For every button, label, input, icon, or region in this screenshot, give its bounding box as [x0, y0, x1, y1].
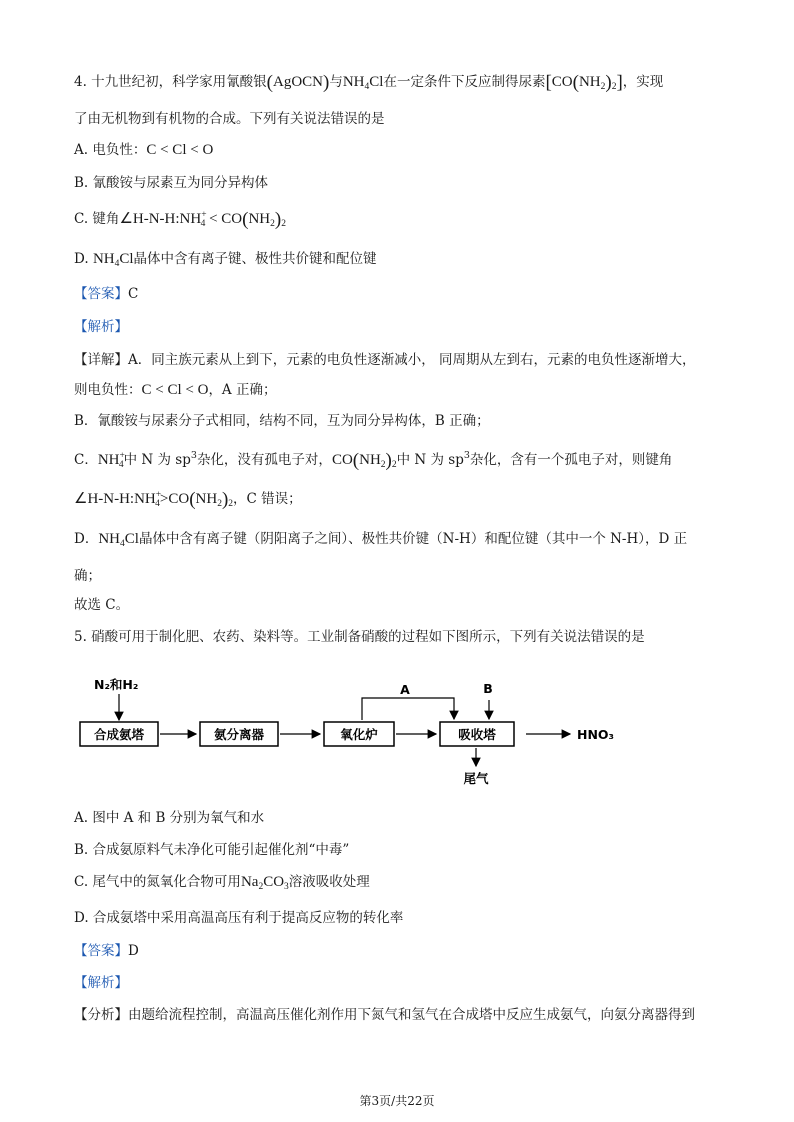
page-footer: 第3页/共22页	[359, 1094, 435, 1108]
flow-tail-gas-label: 尾气	[463, 771, 489, 786]
q4-option-d: D. $NH_4Cl$晶体中含有离子键、极性共价键和配位键	[74, 251, 377, 269]
q4-stem-line-1: 4. 十九世纪初，科学家用氰酸银(AgOCN)与$NH_4Cl$在一定条件下反应制得尿素$[CO(NH_2)_2]$，实现	[74, 72, 664, 93]
q5-answer: 【答案】D	[74, 943, 139, 959]
q4-stem-line-2: 了由无机物到有机物的合成。下列有关说法错误的是	[74, 111, 385, 127]
flow-output-label: HNO₃	[577, 727, 615, 742]
q4-detail-d-2: 确；	[74, 568, 101, 584]
flow-label-b: B	[483, 681, 493, 696]
flow-input-label: N₂和H₂	[94, 677, 139, 692]
q4-detail-a-2: 则电负性：C < Cl < O，A 正确；	[74, 382, 277, 398]
q4-detail-d-1: D．$NH_4Cl$晶体中含有离子键（阴阳离子之间）、极性共价键（N-H）和配位键（其中一个 N-H），D 正	[74, 531, 688, 549]
q4-option-b: B. 氰酸铵与尿素互为同分异构体	[74, 175, 269, 191]
formula-urea: $[CO(NH_2)_2]$	[545, 72, 623, 93]
q4-answer: 【答案】C	[74, 286, 139, 302]
q5-analysis: 【分析】由题给流程控制，高温高压催化剂作用下氮气和氢气在合成塔中反应生成氨气，向氨分离器得到	[74, 1007, 695, 1023]
svg-text:氨分离器: 氨分离器	[213, 727, 265, 742]
formula-nh4cl: $NH_4Cl$	[342, 74, 384, 92]
q4-detail-c-2: $\angle H-N-H:NH^+_4>CO(NH_2)_2$，C 错误；	[74, 489, 302, 510]
q5-stem: 5. 硝酸可用于制化肥、农药、染料等。工业制备硝酸的过程如下图所示，下列有关说法错误的是	[74, 629, 645, 645]
svg-text:合成氨塔: 合成氨塔	[93, 727, 145, 742]
q4-detail-a-1: 【详解】A．同主族元素从上到下，元素的电负性逐渐减小， 同周期从左到右，元素的电负性逐渐增大，	[74, 352, 696, 368]
q4-detail-b: B．氰酸铵与尿素分子式相同，结构不同，互为同分异构体，B 正确；	[74, 413, 490, 429]
q4-option-a: A. 电负性：C < Cl < O	[74, 142, 214, 158]
q5-option-b: B. 合成氨原料气未净化可能引起催化剂“中毒”	[74, 842, 350, 858]
svg-text:吸收塔: 吸收塔	[458, 727, 496, 742]
nitric-acid-flow-diagram	[60, 672, 700, 796]
svg-text:氧化炉: 氧化炉	[340, 727, 378, 742]
formula-agocn: (AgOCN)	[266, 72, 330, 93]
q4-option-c: C. 键角$\angle H-N-H:NH^+_4 < CO(NH_2)_2$	[74, 209, 286, 230]
q5-option-d: D. 合成氨塔中采用高温高压有利于提高反应物的转化率	[74, 910, 404, 926]
q4-detail-c-1: C．$NH^+_4$中 N 为 $sp^3$杂化，没有孤电子对，$CO(NH_2)_2$中 N 为 $sp^3$杂化，含有一个孤电子对，则键角	[74, 450, 673, 471]
flow-label-a: A	[400, 682, 410, 697]
q5-option-c: C. 尾气中的氮氧化合物可用$Na_2CO_3$溶液吸收处理	[74, 874, 370, 892]
q5-option-a: A. 图中 A 和 B 分别为氧气和水	[74, 810, 265, 826]
q4-conclusion: 故选 C。	[74, 597, 130, 613]
q5-analysis-tag: 【解析】	[74, 975, 128, 991]
q4-analysis-tag: 【解析】	[74, 319, 128, 335]
